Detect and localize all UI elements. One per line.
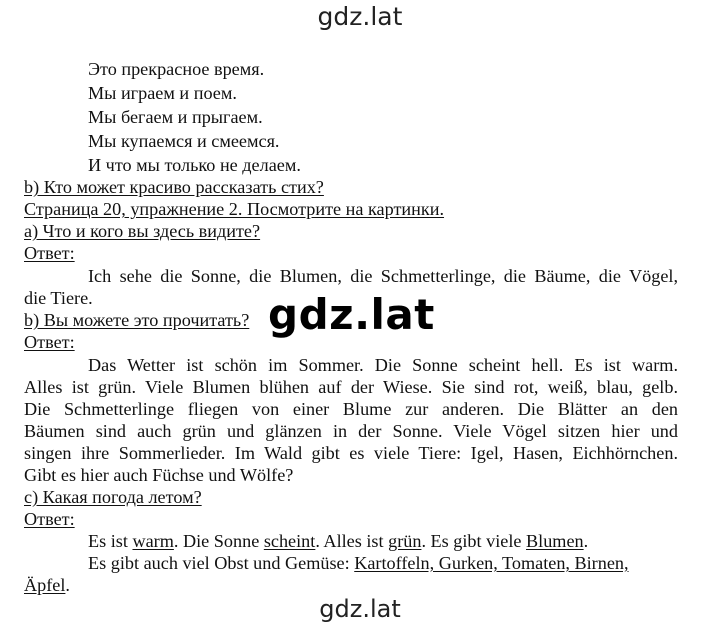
passage-line: singen ihre Sommerlieder. Im Wald gibt es viele Tiere: Igel, Hasen, Eichhörnchen. xyxy=(24,443,678,463)
answer-c-line xyxy=(88,530,588,552)
answer-c-text: . Alles ist xyxy=(315,531,389,551)
answer-label: Ответ: xyxy=(24,509,75,529)
answer-c-keyword: Kartoffeln, Gurken, Tomaten, Birnen, xyxy=(354,553,629,573)
passage-line: Alles ist grün. Viele Blumen blühen auf der Wiese. Sie sind rot, weiß, blau, gelb. xyxy=(24,377,678,397)
answer-c-line xyxy=(88,552,629,574)
question-c: c) Какая погода летом? xyxy=(24,487,202,507)
passage-line: Die Schmetterlinge fliegen von einer Blume zur anderen. Die Blätter an den xyxy=(24,399,678,419)
exercise-heading: Страница 20, упражнение 2. Посмотрите на картинки. xyxy=(24,199,445,219)
poem-line: Мы бегаем и прыгаем. xyxy=(88,107,263,127)
answer-c-text: . Es gibt viele xyxy=(421,531,527,551)
answer-c-keyword: warm xyxy=(132,531,174,551)
passage-line: Gibt es hier auch Füchse und Wölfe? xyxy=(24,465,294,485)
answer-c-keyword: scheint xyxy=(263,531,316,551)
answer-c-text: Es gibt auch viel Obst und Gemüse: xyxy=(88,553,355,573)
answer-c-text: . xyxy=(65,575,70,595)
question-b1: b) Кто может красиво рассказать стих? xyxy=(24,177,324,197)
question-a: a) Что и кого вы здесь видите? xyxy=(24,221,261,241)
answer-c-text: . Die Sonne xyxy=(173,531,264,551)
answer-c-text: Es ist xyxy=(88,531,133,551)
passage-line: Bäumen sind auch grün und glänzen in der Sonne. Viele Vögel sitzen hier und xyxy=(24,421,678,441)
answer-label: Ответ: xyxy=(24,332,75,352)
answer-c-text: . xyxy=(583,531,589,551)
answer-c-keyword: grün xyxy=(388,531,422,551)
answer-a-line: Ich sehe die Sonne, die Blumen, die Schmetterlinge, die Bäume, die Vögel, xyxy=(88,266,678,286)
watermark-bottom: gdz.lat xyxy=(319,595,401,623)
answer-c-keyword: Blumen xyxy=(526,531,584,551)
answer-c-keyword: Äpfel xyxy=(24,575,66,595)
watermark-middle: gdz.lat xyxy=(268,290,435,339)
watermark-top: gdz.lat xyxy=(317,2,403,31)
poem-line: Мы играем и поем. xyxy=(88,83,237,103)
answer-a-line: die Tiere. xyxy=(24,288,93,308)
poem-line: Мы купаемся и смеемся. xyxy=(88,131,280,151)
answer-label: Ответ: xyxy=(24,243,75,263)
question-b2: b) Вы можете это прочитать? xyxy=(24,310,250,330)
poem-line: И что мы только не делаем. xyxy=(88,155,301,175)
answer-c-line xyxy=(24,574,70,596)
poem-line: Это прекрасное время. xyxy=(88,59,265,79)
passage-line: Das Wetter ist schön im Sommer. Die Sonne scheint hell. Es ist warm. xyxy=(88,355,678,375)
